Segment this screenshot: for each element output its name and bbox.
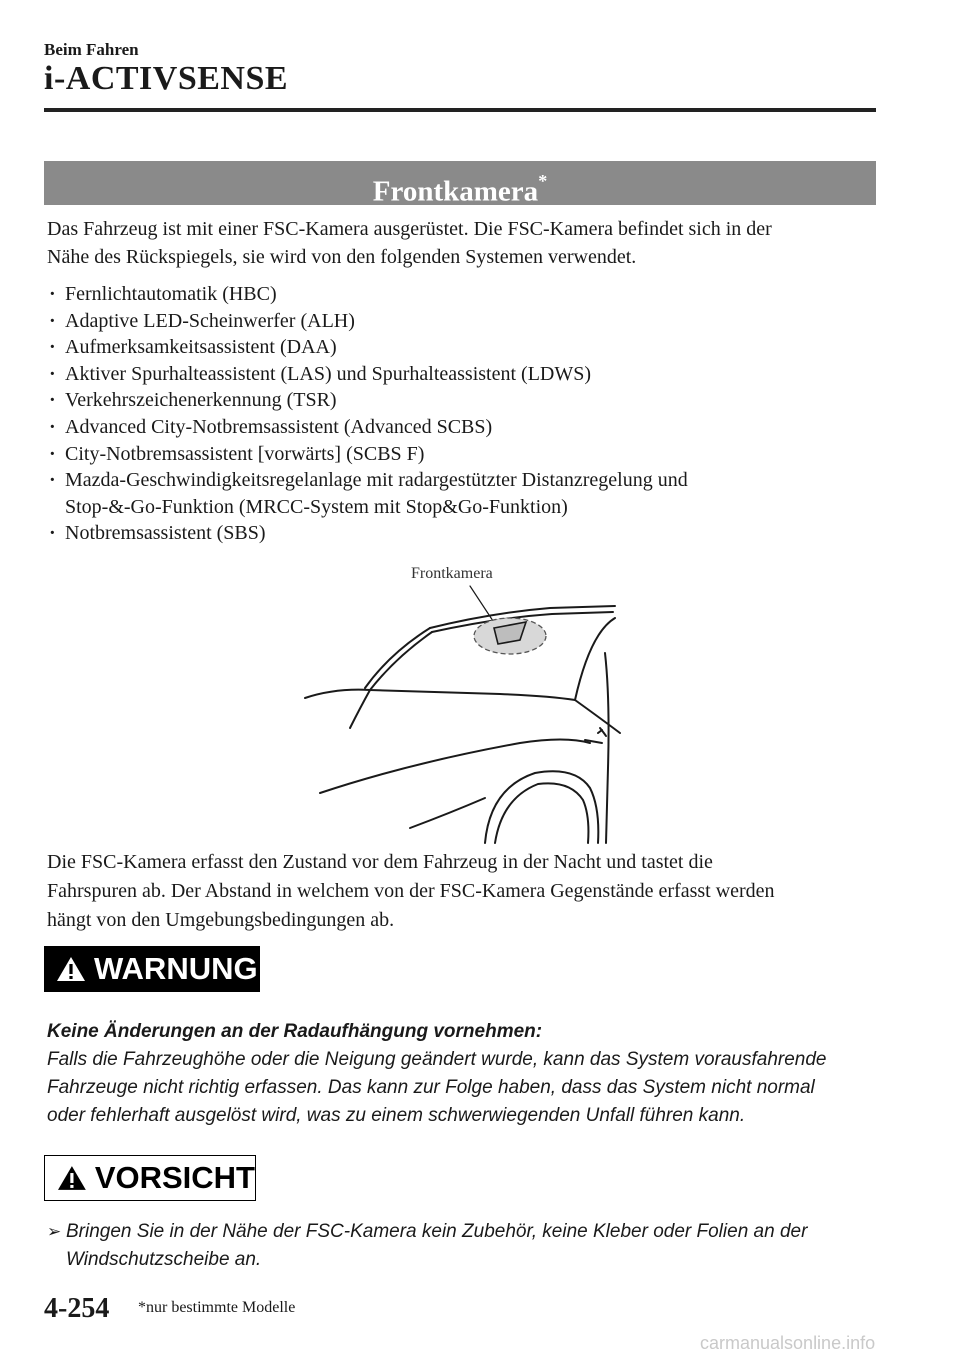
intro-line: Das Fahrzeug ist mit einer FSC-Kamera ausgerüstet. Die FSC-Kamera befindet sich in der: [47, 218, 772, 240]
description-paragraph: [47, 848, 877, 935]
warning-triangle-icon: [56, 955, 86, 983]
caution-triangle-icon: [57, 1164, 87, 1192]
list-item: · Notbremsassistent (SBS): [47, 520, 867, 547]
warning-heading: Keine Änderungen an der Radaufhängung vornehmen:: [47, 1021, 543, 1042]
model-asterisk: *: [538, 171, 548, 191]
header-divider: [44, 108, 876, 112]
description-line: Die FSC-Kamera erfasst den Zustand vor dem Fahrzeug in der Nacht und tastet die: [47, 851, 713, 873]
page-number: 4-254: [44, 1293, 110, 1324]
list-item: · Mazda-Geschwindigkeitsregelanlage mit radargestützter Distanzregelung und: [47, 467, 867, 494]
list-item: · Verkehrszeichenerkennung (TSR): [47, 387, 867, 414]
intro-paragraph: [47, 215, 877, 271]
section-banner-title: Frontkamera: [372, 175, 539, 208]
list-item: · Aktiver Spurhalteassistent (LAS) und Spurhalteassistent (LDWS): [47, 361, 867, 388]
list-item: · Advanced City-Notbremsassistent (Advanced SCBS): [47, 414, 867, 441]
arrow-bullet-icon: ➢: [47, 1222, 62, 1241]
warning-text: [47, 1018, 877, 1130]
caution-badge: [44, 1155, 256, 1201]
description-line: hängt von den Umgebungsbedingungen ab.: [47, 909, 395, 931]
caution-text: [47, 1218, 877, 1274]
system-list: [47, 281, 867, 547]
footnote: *nur bestimmte Modelle: [138, 1299, 296, 1316]
list-item: · Aufmerksamkeitsassistent (DAA): [47, 334, 867, 361]
caution-line: Windschutzscheibe an.: [66, 1249, 262, 1270]
warning-line: Falls die Fahrzeughöhe oder die Neigung geändert wurde, kann das System vorausfahrende: [47, 1049, 827, 1070]
watermark: carmanualsonline.info: [700, 1333, 876, 1353]
description-line: Fahrspuren ab. Der Abstand in welchem von der FSC-Kamera Gegenstände erfasst werden: [47, 880, 775, 902]
list-item: · City-Notbremsassistent [vorwärts] (SCBS F): [47, 441, 867, 468]
section-label: Beim Fahren: [44, 40, 139, 59]
page-title: i-ACTIVSENSE: [44, 60, 289, 97]
warning-badge-label: WARNUNG: [94, 951, 258, 986]
intro-line: Nähe des Rückspiegels, sie wird von den folgenden Systemen verwendet.: [47, 246, 637, 268]
warning-line: Fahrzeuge nicht richtig erfassen. Das kann zur Folge haben, dass das System nicht normal: [47, 1077, 815, 1098]
warning-badge: [44, 946, 260, 992]
section-banner: [44, 161, 876, 208]
list-item: · Fernlichtautomatik (HBC): [47, 281, 867, 308]
caution-badge-label: VORSICHT: [94, 1160, 255, 1195]
car-windshield-illustration: [290, 558, 630, 848]
list-item: · Adaptive LED-Scheinwerfer (ALH): [47, 308, 867, 335]
figure-callout-label: Frontkamera: [411, 565, 493, 582]
caution-line: Bringen Sie in der Nähe der FSC-Kamera kein Zubehör, keine Kleber oder Folien an der: [66, 1221, 808, 1242]
list-item-continuation: Stop-&-Go-Funktion (MRCC-System mit Stop&Go-Funktion): [65, 495, 568, 518]
warning-line: oder fehlerhaft ausgelöst wird, was zu einem schwerwiegenden Unfall führen kann.: [47, 1105, 746, 1126]
